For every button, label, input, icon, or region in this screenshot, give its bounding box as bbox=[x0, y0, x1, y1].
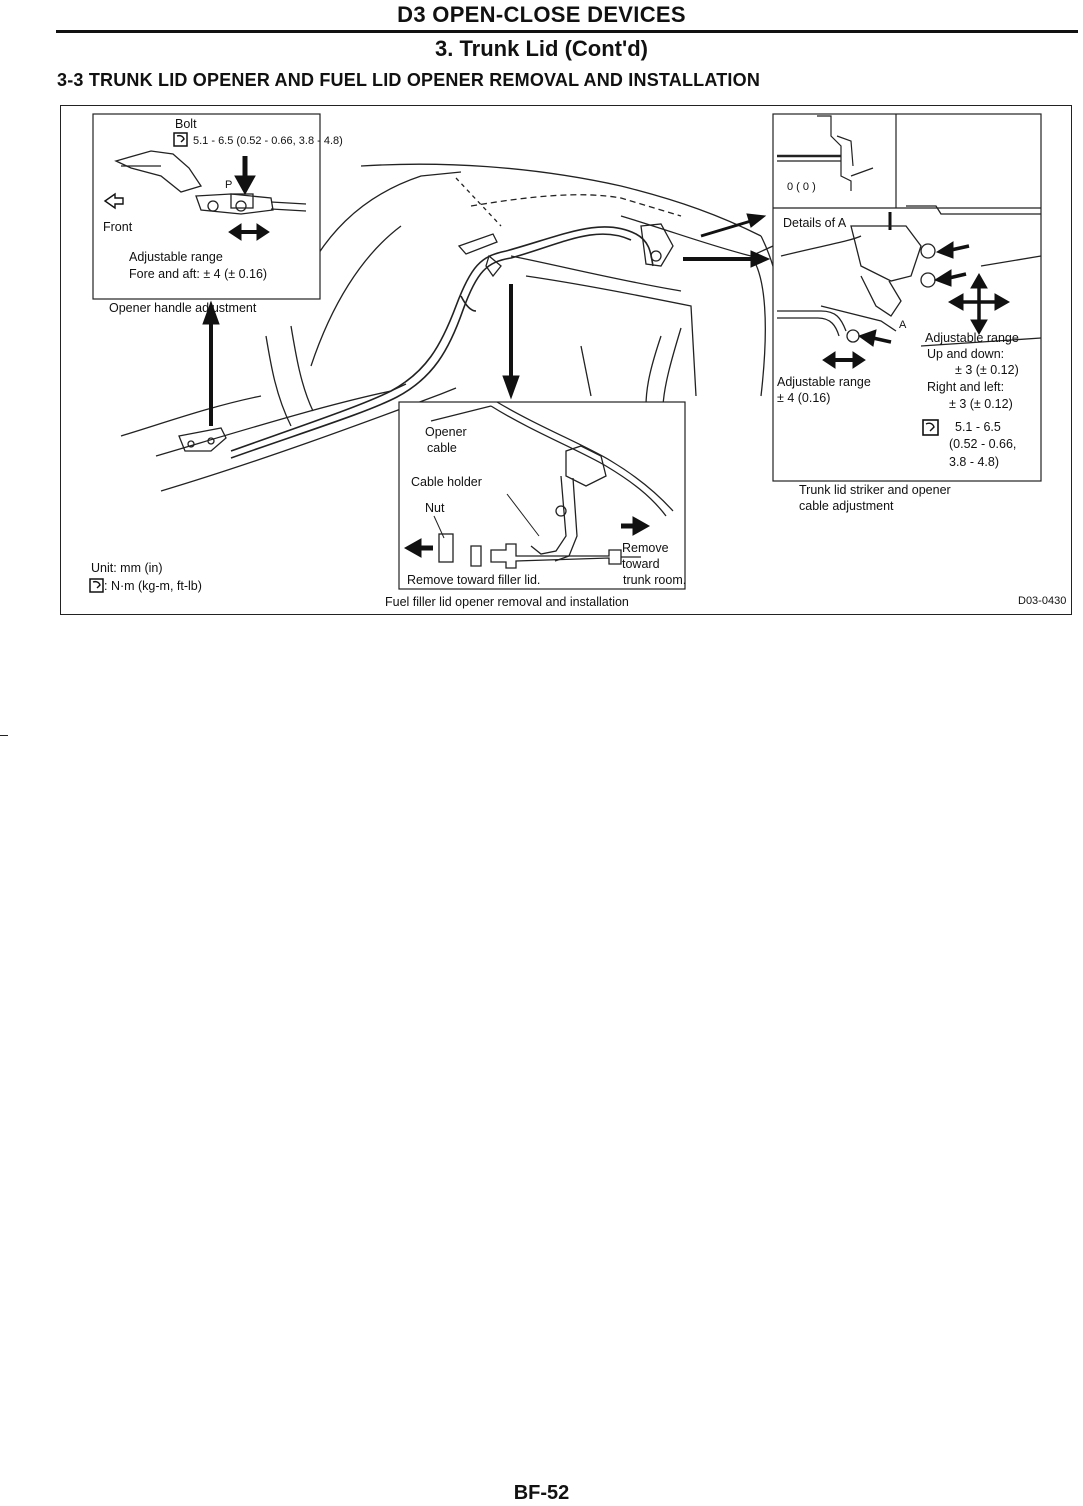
remove-right-label-1: Remove bbox=[622, 541, 669, 555]
margin-mark bbox=[0, 735, 8, 736]
details-label: Details of A bbox=[783, 216, 847, 230]
nut-label: Nut bbox=[425, 501, 445, 515]
header-rule bbox=[56, 30, 1078, 33]
inset-fuel-opener bbox=[385, 402, 686, 609]
striker-torque-value-3: 3.8 - 4.8) bbox=[949, 455, 1000, 469]
handle-torque-value: 5.1 - 6.5 (0.52 - 0.66, 3.8 - 4.8) bbox=[193, 135, 343, 147]
opener-cable-label-1: Opener bbox=[425, 425, 467, 439]
striker-torque-value-1: 5.1 - 6.5 bbox=[955, 420, 1001, 434]
figure-code: D03-0430 bbox=[1018, 595, 1067, 607]
unit-label: Unit: mm (in) bbox=[91, 561, 163, 575]
up-down-label: Up and down: bbox=[927, 347, 1005, 361]
remove-right-label-2: toward bbox=[622, 557, 660, 571]
illustration-drawing bbox=[61, 106, 1073, 616]
bolt-label: Bolt bbox=[175, 117, 197, 131]
striker-caption-line2: cable adjustment bbox=[799, 499, 894, 513]
torque-units-label: : N·m (kg-m, ft-lb) bbox=[104, 579, 202, 593]
gap-label: 0 ( 0 ) bbox=[787, 181, 816, 193]
opener-cable-label-2: cable bbox=[427, 441, 457, 455]
handle-range-label: Adjustable range bbox=[129, 250, 223, 264]
striker-range-label-left: Adjustable range bbox=[777, 375, 871, 389]
handle-caption: Opener handle adjustment bbox=[109, 301, 257, 315]
striker-range-value-left: ± 4 (0.16) bbox=[777, 391, 831, 405]
striker-caption-line1: Trunk lid striker and opener bbox=[799, 483, 951, 497]
subsection-title: 3. Trunk Lid (Cont'd) bbox=[435, 36, 648, 61]
striker-torque-value-2: (0.52 - 0.66, bbox=[949, 437, 1017, 451]
illustration-figure bbox=[60, 105, 1072, 615]
up-down-value: ± 3 (± 0.12) bbox=[955, 363, 1019, 377]
handle-range-value: Fore and aft: ± 4 (± 0.16) bbox=[129, 267, 268, 281]
striker-range-label-right: Adjustable range bbox=[925, 331, 1019, 345]
section-title: D3 OPEN-CLOSE DEVICES bbox=[397, 2, 686, 27]
cable-holder-label: Cable holder bbox=[411, 475, 482, 489]
procedure-title: 3-3 TRUNK LID OPENER AND FUEL LID OPENER REMOVAL AND INSTALLATION bbox=[57, 70, 761, 90]
inset-opener-handle bbox=[93, 114, 343, 315]
callout-a: A bbox=[899, 319, 907, 331]
right-left-label: Right and left: bbox=[927, 380, 1005, 394]
fuel-caption: Fuel filler lid opener removal and installation bbox=[385, 595, 629, 609]
right-left-value: ± 3 (± 0.12) bbox=[949, 397, 1013, 411]
remove-right-label-3: trunk room. bbox=[623, 573, 687, 587]
callout-p: P bbox=[225, 179, 233, 191]
remove-left-label: Remove toward filler lid. bbox=[407, 573, 541, 587]
torque-icon bbox=[90, 579, 103, 592]
front-label: Front bbox=[103, 220, 133, 234]
inset-striker bbox=[773, 114, 1041, 513]
page-number: BF-52 bbox=[513, 1482, 570, 1504]
